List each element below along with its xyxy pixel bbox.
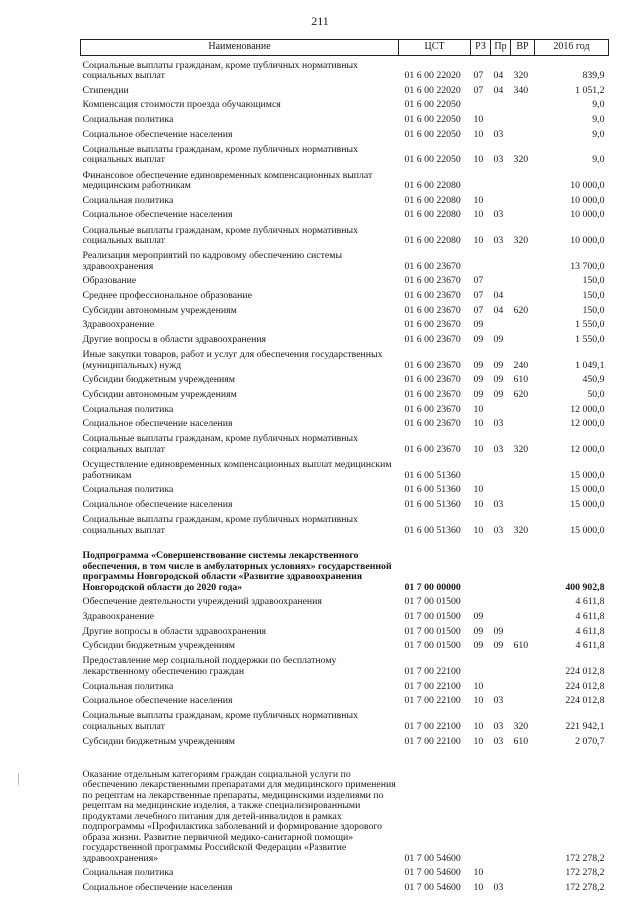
cell-cst: 01 7 00 00000 [404,581,461,593]
cell-vr [511,96,535,111]
header-cst: ЦСТ [399,40,471,56]
cell-vr: 320 [513,443,529,455]
cell-cst: 01 6 00 51360 [404,469,461,481]
cell-rz [471,455,491,481]
cell-cst: 01 7 00 01500 [404,610,461,622]
cell-cst: 01 6 00 22050 [404,128,461,140]
cell-sum: 1 550,0 [575,334,605,346]
cell-name: Социальная политика [82,114,174,126]
cell-rz: 10 [473,881,484,893]
cell-pr: 03 [493,418,504,430]
cell-name: Субсидии автономным учреждениям [82,304,237,316]
cell-cst: 01 7 00 01500 [404,596,461,608]
cell-rz [471,96,491,111]
cell-vr [511,166,535,192]
cell-sum: 172 278,2 [565,867,605,879]
cell-cst: 01 6 00 22050 [404,99,461,111]
cell-vr: 620 [513,389,529,400]
cell-sum: 12 000,0 [570,418,605,430]
cell-pr [491,593,511,608]
table-row [81,126,609,141]
cell-name: Подпрограмма «Совершенствование системы лекарственного обеспечения, в том числе в амбулаторных условиях» государственной программы Новгородской области «Развитие здравоохранения Новгородской области до 2020 года» [82,550,392,593]
cell-sum: 4 611,8 [575,640,605,652]
cell-rz: 09 [473,334,484,346]
cell-sum: 15 000,0 [570,469,605,481]
cell-pr: 03 [493,720,504,732]
cell-pr: 03 [493,524,504,536]
table-row [81,272,609,287]
cell-cst: 01 6 00 23670 [404,275,461,287]
cell-pr: 03 [493,209,504,221]
table-row [81,593,609,608]
cell-sum: 400 902,8 [565,581,605,593]
table-row [81,415,609,430]
cell-cst: 01 6 00 22020 [404,84,461,96]
table-row [81,677,609,692]
cell-name: Оказание отдельным категориям граждан социальной услуги по обеспечению лекарственными препаратами для медицинского применения по рецептам на лекарственные препараты, медицинскими изделиями по рецептам на медицинские изделия, а также специализированными продуктами лечебного питания для детей-инвалидов в рамках подпрограммы «Профилактика заболеваний и формирование здорового образа жизни. Развитие первичной медико-санитарной помощи» государственной программы Российской Федерации «Развитие здравоохранения» [82,768,396,864]
table-row [81,707,609,733]
cell-vr [511,608,535,623]
table-row [81,747,609,864]
cell-rz: 10 [473,695,484,707]
cell-name: Субсидии бюджетным учреждениям [82,640,235,652]
cell-name: Социальные выплаты гражданам, кроме публичных нормативных социальных выплат [82,59,358,82]
cell-sum: 15 000,0 [570,524,605,536]
cell-vr [511,111,535,126]
cell-rz [471,247,491,273]
cell-sum: 15 000,0 [570,498,605,510]
table-row [81,140,609,166]
cell-pr: 04 [493,84,504,96]
table-row [81,192,609,207]
cell-vr: 240 [513,359,529,371]
cell-cst: 01 7 00 22100 [404,695,461,707]
cell-sum: 15 000,0 [570,484,605,496]
cell-sum: 9,0 [592,154,605,166]
cell-cst: 01 6 00 51360 [404,484,461,496]
cell-sum: 50,0 [587,389,605,400]
cell-vr [511,593,535,608]
cell-pr: 09 [493,334,504,346]
cell-cst: 01 7 00 22100 [404,680,461,692]
cell-rz: 10 [473,154,484,166]
cell-name: Социальная политика [82,403,174,415]
cell-cst: 01 7 00 54600 [404,881,461,893]
header-pr: Пр [491,40,511,56]
cell-cst: 01 6 00 22050 [404,114,461,126]
cell-sum: 12 000,0 [570,403,605,415]
cell-cst: 01 6 00 22080 [404,235,461,246]
cell-name: Субсидии автономным учреждениям [82,389,237,400]
cell-pr: 09 [493,640,504,652]
table-row [81,652,609,678]
table-row [81,430,609,456]
cell-name: Предоставление мер социальной поддержки по бесплатному лекарственному обеспечению граждан [82,655,337,677]
cell-rz: 10 [473,484,484,496]
cell-pr: 09 [493,389,504,400]
header-vr: ВР [511,40,535,56]
cell-name: Реализация мероприятий по кадровому обеспечению системы здравоохранения [82,250,343,272]
cell-sum: 10 000,0 [570,235,605,246]
cell-sum: 150,0 [582,289,605,301]
cell-sum: 4 611,8 [575,596,605,608]
cell-pr [491,272,511,287]
cell-vr: 320 [513,70,529,82]
header-name: Наименование [81,40,399,56]
cell-pr [491,247,511,273]
table-row [81,96,609,111]
cell-rz: 10 [473,867,484,879]
cell-cst: 01 6 00 23670 [404,389,461,400]
cell-vr: 620 [513,304,529,316]
cell-sum: 4 611,8 [575,610,605,622]
table-row [81,732,609,747]
cell-vr [511,401,535,416]
table-row [81,510,609,536]
cell-name: Здравоохранение [82,610,155,622]
cell-vr [511,864,535,879]
cell-rz: 09 [473,625,484,637]
cell-name: Социальные выплаты гражданам, кроме публичных нормативных социальных выплат [82,143,358,166]
cell-cst: 01 6 00 23670 [404,334,461,346]
table-row [81,247,609,273]
cell-rz: 09 [473,640,484,652]
cell-vr [511,272,535,287]
cell-cst: 01 6 00 23670 [404,289,461,301]
table-row [81,56,609,82]
cell-cst: 01 6 00 22050 [404,154,461,166]
cell-vr [511,496,535,511]
cell-pr [491,608,511,623]
cell-pr [491,864,511,879]
cell-cst: 01 7 00 54600 [404,867,461,879]
cell-vr [511,677,535,692]
cell-pr [491,652,511,678]
cell-pr [491,536,511,593]
table-row [81,82,609,97]
cell-cst: 01 7 00 22100 [404,720,461,732]
cell-sum: 13 700,0 [570,260,605,272]
cell-sum: 10 000,0 [570,209,605,221]
cell-rz: 10 [473,418,484,430]
cell-pr: 09 [493,359,504,371]
table-row [81,637,609,652]
cell-sum: 221 942,1 [565,720,605,732]
cell-cst: 01 6 00 51360 [404,498,461,510]
cell-sum: 9,0 [592,99,605,111]
cell-sum: 150,0 [582,304,605,316]
cell-rz: 10 [473,403,484,415]
cell-pr: 03 [493,735,504,747]
cell-name: Стипендии [82,84,129,96]
cell-name: Социальные выплаты гражданам, кроме публичных нормативных социальных выплат [82,224,358,246]
cell-vr [511,879,535,894]
cell-cst: 01 6 00 22080 [404,209,461,221]
cell-name: Социальное обеспечение населения [82,418,233,430]
table-row [81,206,609,221]
cell-vr: 320 [513,720,529,732]
cell-sum: 150,0 [582,275,605,287]
cell-cst: 01 6 00 23670 [404,319,461,331]
cell-vr [511,126,535,141]
cell-vr [511,247,535,273]
table-row [81,455,609,481]
cell-pr: 04 [493,289,504,301]
cell-name: Обеспечение деятельности учреждений здравоохранения [82,596,322,608]
table-row [81,386,609,401]
cell-rz: 09 [473,389,484,400]
cell-vr [511,455,535,481]
table-row [81,371,609,386]
cell-sum: 839,9 [582,70,605,82]
cell-sum: 9,0 [592,114,605,126]
cell-name: Осуществление единовременных компенсационных выплат медицинским работникам [82,459,392,481]
cell-sum: 1 051,2 [575,84,605,96]
cell-sum: 1 049,1 [575,359,605,371]
header-rz: РЗ [471,40,491,56]
cell-cst: 01 6 00 22080 [404,180,461,192]
table-row [81,221,609,247]
cell-name: Образование [82,275,137,287]
cell-name: Иные закупки товаров, работ и услуг для обеспечения государственных (муниципальных) нужд [82,349,383,371]
cell-name: Социальная политика [82,484,174,496]
cell-name: Социальные выплаты гражданам, кроме публичных нормативных социальных выплат [82,710,358,732]
cell-name: Социальная политика [82,867,174,879]
cell-pr [491,747,511,864]
cell-rz: 10 [473,524,484,536]
cell-cst: 01 6 00 23670 [404,304,461,316]
cell-pr: 03 [493,128,504,140]
cell-vr: 340 [513,84,529,96]
cell-vr [511,316,535,331]
table-row [81,346,609,372]
cell-rz: 07 [473,84,484,96]
cell-rz: 07 [473,289,484,301]
cell-cst: 01 7 00 22100 [404,735,461,747]
cell-rz: 10 [473,720,484,732]
cell-rz: 09 [473,374,484,386]
table-row [81,608,609,623]
table-header-row [81,40,609,56]
cell-rz [471,593,491,608]
cell-pr: 09 [493,625,504,637]
cell-name: Социальное обеспечение населения [82,695,233,707]
cell-rz: 07 [473,275,484,287]
cell-cst: 01 6 00 22020 [404,70,461,82]
cell-vr: 320 [513,154,529,166]
cell-cst: 01 6 00 22080 [404,194,461,206]
cell-sum: 10 000,0 [570,194,605,206]
cell-vr [511,206,535,221]
cell-pr [491,192,511,207]
cell-vr [511,192,535,207]
cell-cst: 01 7 00 01500 [404,640,461,652]
cell-pr: 03 [493,881,504,893]
table-row [81,301,609,316]
cell-rz: 09 [473,359,484,371]
table-row [81,111,609,126]
cell-pr [491,677,511,692]
cell-pr: 03 [493,154,504,166]
cell-name: Здравоохранение [82,319,155,331]
cell-rz: 10 [473,735,484,747]
cell-sum: 450,9 [582,374,605,386]
cell-rz: 10 [473,194,484,206]
cell-vr [511,692,535,707]
table-row [81,536,609,593]
cell-name: Социальные выплаты гражданам, кроме публичных нормативных социальных выплат [82,433,358,455]
cell-name: Субсидии бюджетным учреждениям [82,374,235,386]
cell-sum: 224 012,8 [565,695,605,707]
cell-cst: 01 6 00 23670 [404,403,461,415]
cell-cst: 01 7 00 54600 [404,852,461,864]
cell-pr: 04 [493,304,504,316]
table-row [81,879,609,894]
cell-vr [511,536,535,593]
cell-name: Другие вопросы в области здравоохранения [82,334,267,346]
table-row [81,622,609,637]
cell-cst: 01 6 00 23670 [404,374,461,386]
cell-rz: 10 [473,114,484,126]
cell-cst: 01 7 00 22100 [404,665,461,677]
cell-pr: 09 [493,374,504,386]
cell-rz: 09 [473,610,484,622]
table-body [81,56,609,894]
table-row [81,401,609,416]
cell-sum: 172 278,2 [565,852,605,864]
cell-rz: 10 [473,680,484,692]
cell-name: Социальное обеспечение населения [82,209,233,221]
cell-name: Социальная политика [82,680,174,692]
cell-vr [511,652,535,678]
table-row [81,496,609,511]
cell-sum: 4 611,8 [575,625,605,637]
cell-name: Среднее профессиональное образование [82,289,252,301]
cell-rz: 10 [473,235,484,246]
cell-pr: 04 [493,70,504,82]
cell-pr: 03 [493,443,504,455]
cell-cst: 01 6 00 51360 [404,524,461,536]
cell-vr: 320 [513,235,529,246]
cell-sum: 224 012,8 [565,680,605,692]
cell-cst: 01 6 00 23670 [404,418,461,430]
cell-pr: 03 [493,695,504,707]
cell-vr [511,415,535,430]
table-row [81,331,609,346]
cell-pr [491,455,511,481]
cell-sum: 2 070,7 [575,735,605,747]
cell-rz [471,747,491,864]
cell-pr: 03 [493,498,504,510]
cell-vr [511,747,535,864]
cell-rz: 10 [473,498,484,510]
margin-mark [18,773,19,785]
page-number: 211 [311,14,329,28]
table-row [81,316,609,331]
cell-rz [471,536,491,593]
cell-rz: 07 [473,70,484,82]
cell-vr: 610 [513,374,529,386]
cell-vr [511,622,535,637]
cell-rz: 10 [473,443,484,455]
cell-name: Финансовое обеспечение единовременных компенсационных выплат медицинским работникам [82,169,373,192]
cell-sum: 12 000,0 [570,443,605,455]
budget-table [80,39,609,893]
cell-rz: 07 [473,304,484,316]
cell-vr: 610 [513,640,529,652]
cell-vr: 610 [513,735,529,747]
cell-cst: 01 6 00 23670 [404,359,461,371]
table-row [81,481,609,496]
cell-sum: 172 278,2 [565,881,605,893]
cell-name: Социальное обеспечение населения [82,128,233,140]
cell-rz: 09 [473,319,484,331]
cell-vr: 320 [513,524,529,536]
cell-cst: 01 6 00 23670 [404,260,461,272]
cell-name: Социальные выплаты гражданам, кроме публичных нормативных социальных выплат [82,514,358,536]
cell-sum: 1 550,0 [575,319,605,331]
cell-pr: 03 [493,235,504,246]
cell-pr [491,316,511,331]
cell-pr [491,481,511,496]
cell-cst: 01 6 00 23670 [404,443,461,455]
cell-sum: 224 012,8 [565,665,605,677]
cell-name: Другие вопросы в области здравоохранения [82,625,267,637]
table-row [81,692,609,707]
cell-vr [511,481,535,496]
cell-name: Компенсация стоимости проезда обучающимся [82,99,281,111]
cell-rz [471,652,491,678]
cell-pr [491,166,511,192]
cell-cst: 01 7 00 01500 [404,625,461,637]
cell-rz [471,166,491,192]
cell-name: Социальное обеспечение населения [82,881,233,893]
cell-name: Субсидии бюджетным учреждениям [82,735,235,747]
cell-rz: 10 [473,128,484,140]
header-year: 2016 год [535,40,609,56]
cell-name: Социальное обеспечение населения [82,498,233,510]
cell-pr [491,96,511,111]
cell-sum: 9,0 [592,128,605,140]
cell-pr [491,401,511,416]
cell-vr [511,287,535,302]
cell-sum: 10 000,0 [570,180,605,192]
cell-pr [491,111,511,126]
cell-rz: 10 [473,209,484,221]
cell-name: Социальная политика [82,194,174,206]
table-row [81,166,609,192]
table-row [81,864,609,879]
table-row [81,287,609,302]
cell-vr [511,331,535,346]
